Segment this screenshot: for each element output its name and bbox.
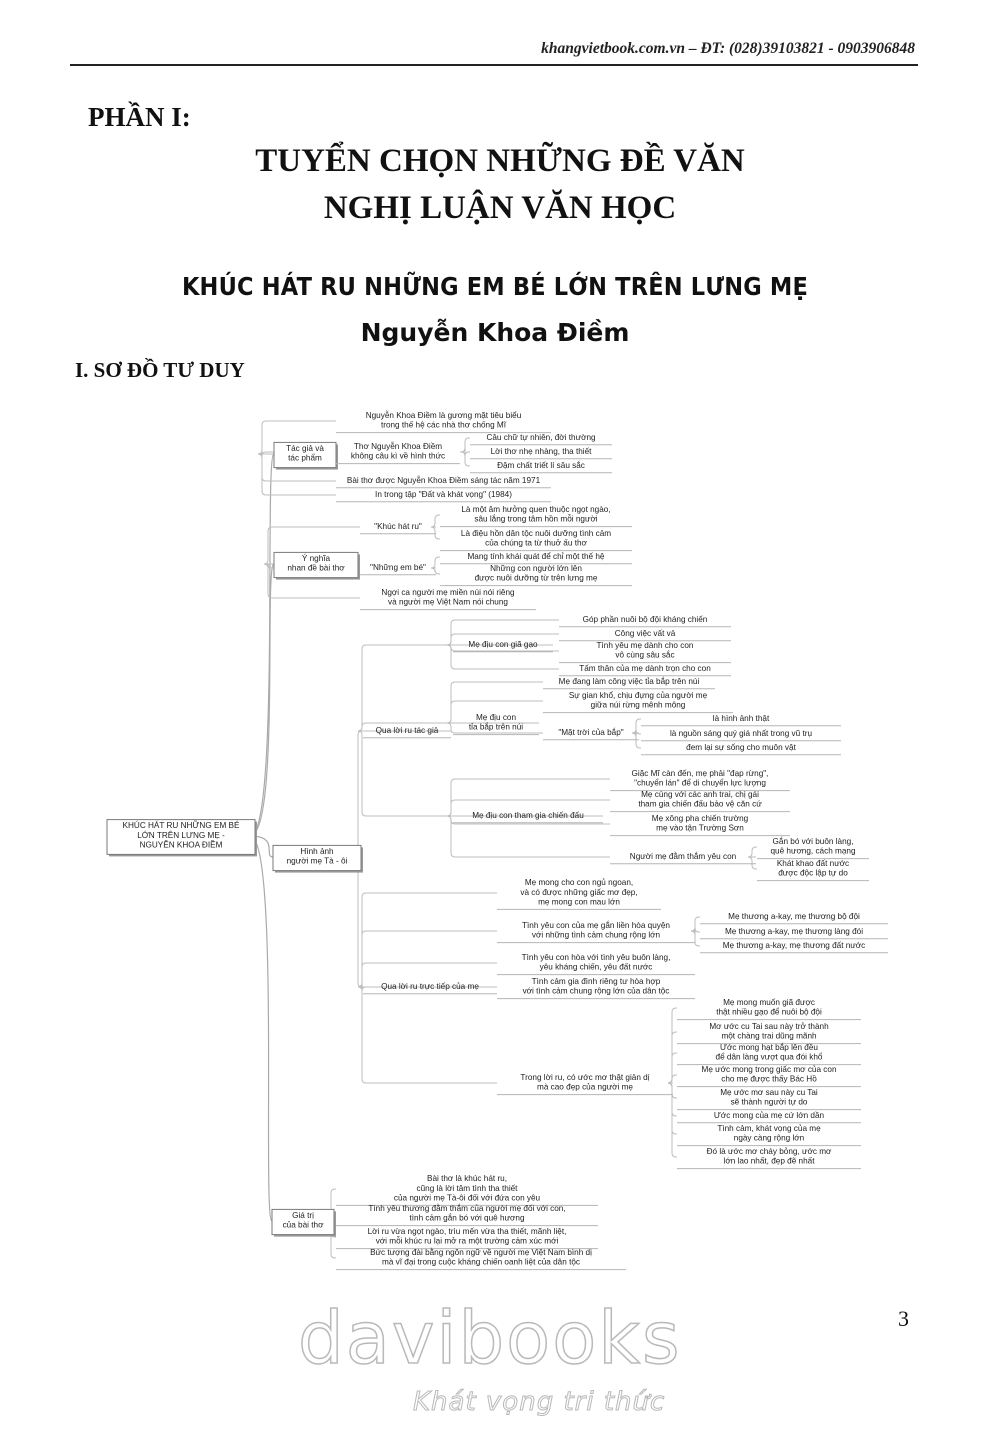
mindmap-node-2-0-1-2-2: đem lại sự sống cho muôn vật — [686, 742, 796, 752]
mindmap-node-3-3: Bức tượng đài bằng ngôn ngữ về người mẹ Việt Nam bình dị mà vĩ đại trong cuộc kháng chiến oanh liệt của dân tộc — [370, 1248, 592, 1267]
mindmap-node-2-1-4-1: Mơ ước cu Tai sau này trở thành một chàng trai dũng mãnh — [709, 1022, 829, 1041]
mindmap-node-2-0-0-1: Công việc vất vả — [614, 628, 676, 638]
mindmap-node-2-0-1-0: Mẹ đang làm công việc tỉa bắp trên núi — [558, 676, 700, 686]
mindmap-node-0-1: Thơ Nguyễn Khoa Điềm không câu kì về hình thức — [350, 442, 446, 461]
mindmap-node-1-2: Ngợi ca người mẹ miền núi nói riêng và người mẹ Việt Nam nói chung — [381, 588, 515, 607]
mindmap-node-1-1-1: Những con người lớn lên được nuôi dưỡng từ trên lưng mẹ — [474, 564, 598, 583]
mindmap-connector — [447, 816, 610, 857]
mindmap-node-3-1: Tình yêu thương đằm thắm của người mẹ đối với con, tình cảm gắn bó với quê hương — [368, 1204, 566, 1223]
mindmap-connector — [358, 893, 497, 987]
mindmap-node-2-0-1-2-0: là hình ảnh thật — [712, 713, 770, 723]
mindmap-connector — [460, 452, 470, 466]
page-number: 3 — [898, 1306, 909, 1331]
mindmap-node-2-1-4: Trong lời ru, có ước mơ thật giản dị mà cao đẹp của người mẹ — [520, 1073, 650, 1092]
mindmap-connector — [431, 515, 440, 527]
mindmap-node-2-0-2-0: Giặc Mĩ càn đến, mẹ phải "đạp rừng", "chuyển lán" để di chuyển lực lượng — [631, 769, 769, 788]
mindmap-node-2-1-4-0: Mẹ mong muốn giã được thật nhiều gạo để nuôi bộ đội — [716, 998, 822, 1017]
mindmap-node-2-1-2: Tình yêu con hòa với tình yêu buôn làng, yêu kháng chiến, yêu đất nước — [521, 953, 671, 972]
mindmap-node-2-1-3: Tình cảm gia đình riêng tư hòa hợp với tình cảm chung rộng lớn của dân tộc — [522, 977, 670, 996]
mindmap-node-2-1-4-6: Tình cảm, khát vọng của mẹ ngày càng rộng lớn — [717, 1124, 821, 1143]
mindmap-connector — [748, 847, 757, 857]
mindmap-node-2-0-2-3-0: Gắn bó với buôn làng, quê hương, cách mạng — [770, 837, 856, 856]
mindmap-node-2-1-4-7: Đó là ước mơ cháy bỏng, ước mơ lớn lao nhất, đẹp đẽ nhất — [706, 1147, 832, 1166]
poem-author: Nguyễn Khoa Điềm — [360, 318, 630, 347]
title-line-2: NGHỊ LUẬN VĂN HỌC — [323, 190, 677, 226]
poem-title: KHÚC HÁT RU NHỮNG EM BÉ LỚN TRÊN LƯNG MẸ — [181, 272, 809, 301]
mindmap-node-2-1-1-1: Mẹ thương a-kay, mẹ thương làng đói — [724, 926, 864, 936]
mindmap-node-2-0-1-2: "Mặt trời của bắp" — [558, 727, 624, 737]
mindmap-node-3: Giá trị của bài thơ — [282, 1211, 324, 1230]
mindmap-node-2-1-4-3: Mẹ ước mong trong giấc mơ của con cho mẹ được thấy Bác Hồ — [701, 1065, 837, 1084]
section-title: I. SƠ ĐỒ TƯ DUY — [75, 358, 245, 382]
mindmap-node-1-1-0: Mang tính khái quát để chỉ một thế hệ — [467, 551, 605, 561]
mindmap-node-1-1: "Những em bé" — [370, 562, 426, 572]
mindmap-node-2: Hình ảnh người mẹ Tà - ôi — [286, 847, 348, 866]
mindmap-connector — [431, 568, 440, 574]
mindmap-connector — [250, 836, 272, 1221]
mindmap-node-1: Ý nghĩa nhan đề bài thơ — [287, 554, 345, 573]
mindmap-node-2-0-2-3-1: Khát khao đất nước được độc lập tự do — [776, 859, 850, 878]
mindmap-node-2-0-2-2: Mẹ xông pha chiến trường mẹ vào tận Trường Sơn — [651, 814, 749, 833]
mindmap-node-0-3: In trong tập "Đất và khát vọng" (1984) — [375, 489, 512, 499]
mindmap-connector — [358, 645, 453, 731]
mindmap-node-2-0-2-1: Mẹ cùng với các anh trai, chị gái tham gia chiến đấu bảo vệ căn cứ — [638, 790, 762, 809]
mindmap-connector — [668, 1075, 677, 1083]
mindmap-node-0-1-2: Đậm chất triết lí sâu sắc — [497, 460, 585, 470]
mindmap-node-2-0-1: Mẹ địu con tỉa bắp trên núi — [468, 713, 524, 732]
mindmap-node-1-0: "Khúc hát ru" — [374, 521, 422, 531]
mindmap-node-2-0-2: Mẹ địu con tham gia chiến đấu — [472, 810, 584, 820]
mindmap-connector — [748, 857, 757, 869]
mindmap-node-2-0: Qua lời ru tác giả — [375, 725, 439, 735]
page-header: khangvietbook.com.vn – ĐT: (028)39103821 - 0903906848 — [541, 40, 915, 57]
mindmap-node-2-0-0-3: Tấm thân của mẹ dành trọn cho con — [579, 663, 711, 673]
mindmap-node-1-0-0: Là một âm hưởng quen thuộc ngọt ngào, sâu lắng trong tâm hồn mỗi người — [461, 505, 611, 524]
watermark-slogan: Khát vọng tri thức — [413, 1387, 666, 1417]
mindmap-node-r: KHÚC HÁT RU NHỮNG EM BÉ LỚN TRÊN LƯNG MẸ -NGUYỄN KHOA ĐIỀM — [122, 821, 240, 850]
mindmap-node-2-0-0-2: Tình yêu mẹ dành cho con vô cùng sâu sắc — [596, 641, 694, 660]
mindmap-node-2-1-1-2: Mẹ thương a-kay, mẹ thương đất nước — [722, 940, 866, 950]
mindmap-node-0: Tác giả và tác phẩm — [286, 444, 324, 463]
mindmap-node-0-1-0: Câu chữ tự nhiên, đời thường — [486, 432, 596, 442]
mindmap-connector — [358, 731, 453, 816]
mindmap-connector — [358, 987, 497, 1083]
mindmap-node-2-1: Qua lời ru trực tiếp của mẹ — [381, 981, 479, 991]
mindmap-connector — [358, 931, 497, 987]
mindmap-connector — [250, 564, 274, 836]
title-line-1: TUYỂN CHỌN NHỮNG ĐỀ VĂN — [255, 143, 745, 179]
mindmap-connector — [431, 557, 440, 568]
mindmap-node-2-0-0-0: Góp phần nuôi bộ đội kháng chiến — [582, 614, 708, 624]
mindmap-node-2-0-1-1: Sự gian khổ, chịu đựng của người mẹ giữa núi rừng mênh mông — [568, 691, 708, 710]
mindmap-node-2-1-1-0: Mẹ thương a-kay, mẹ thương bộ đội — [728, 911, 860, 921]
mindmap-node-2-1-4-5: Ước mong của mẹ cứ lớn dần — [713, 1110, 825, 1120]
mindmap-node-1-0-1: Là điệu hồn dân tộc nuôi dưỡng tình cảm của chúng ta từ thuở ấu thơ — [460, 529, 612, 548]
mindmap-node-2-1-1: Tình yêu con của mẹ gắn liền hòa quyện với những tình cảm chung rộng lớn — [522, 921, 670, 940]
mindmap-node-2-1-4-2: Ước mong hạt bắp lên đều để dân làng vượt qua đói khổ — [715, 1043, 823, 1062]
watermark-brand: davibooks — [298, 1296, 682, 1380]
part-label: PHẦN I: — [88, 102, 191, 132]
mindmap-connector — [431, 527, 440, 539]
mindmap-node-0-0: Nguyễn Khoa Điềm là gương mặt tiêu biểu trong thế hệ các nhà thơ chống Mĩ — [365, 411, 522, 430]
mindmap-node-0-2: Bài thơ được Nguyễn Khoa Điềm sáng tác năm 1971 — [346, 475, 541, 485]
mindmap-node-3-0: Bài thơ là khúc hát ru, cũng là lời tâm tình tha thiết của người mẹ Tà-ôi đối với đứa con yêu — [393, 1174, 541, 1203]
mindmap-node-2-1-0: Mẹ mong cho con ngủ ngoan, và có được những giấc mơ đẹp, mẹ mong con mau lớn — [520, 878, 638, 907]
mindmap-node-2-1-4-4: Mẹ ước mơ sau này cu Tai sẽ thành người tự do — [720, 1088, 818, 1107]
mindmap-node-2-0-2-3: Người mẹ đằm thắm yêu con — [629, 851, 737, 861]
mindmap-node-0-1-1: Lời thơ nhẹ nhàng, tha thiết — [490, 446, 592, 456]
mindmap-node-3-2: Lời ru vừa ngọt ngào, trìu mến vừa tha thiết, mãnh liệt, với mỗi khúc ru lại mở ra một trường cảm xúc mới — [367, 1227, 567, 1246]
mindmap-node-2-0-0: Mẹ địu con giã gạo — [468, 639, 538, 649]
mindmap-node-2-0-1-2-1: là nguồn sáng quý giá nhất trong vũ trụ — [669, 728, 813, 738]
